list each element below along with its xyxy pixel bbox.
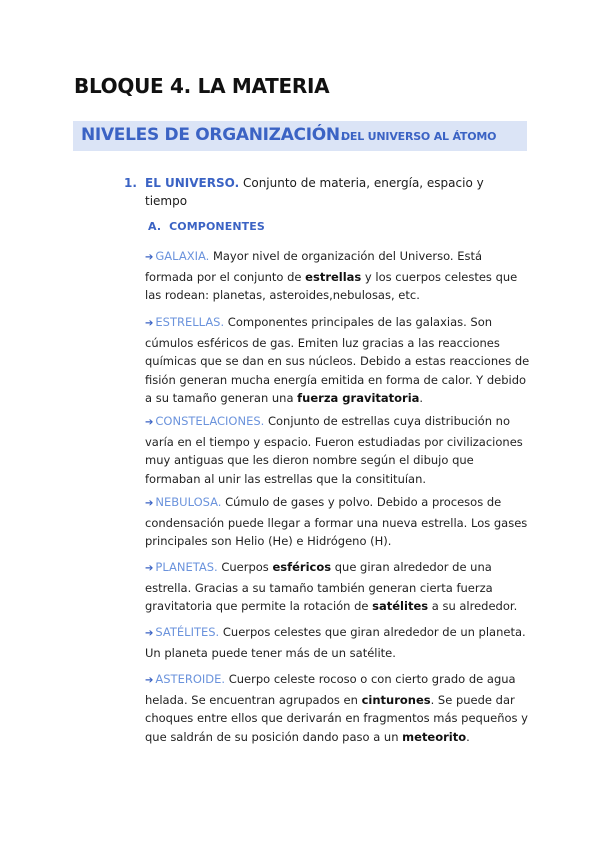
page-title: BLOQUE 4. LA MATERIA [74,74,330,98]
entry-text: Cuerpo celeste rocoso o con cierto grado de agua helada. Se encuentran agrupados en [145,672,516,707]
arrow-icon: ➔ [145,563,154,574]
entry-text: . [466,729,470,744]
entry-term: NEBULOSA. [155,495,222,509]
subheading-label: COMPONENTES [169,220,265,233]
entry-galaxia [145,247,530,305]
entry-term: ASTEROIDE. [155,672,226,686]
entry-text: Componentes principales de las galaxias. Son cúmulos esféricos de gas. Emiten luz gracias a las reacciones químicas que se dan en sus núcleos. Debido a estas reacciones de fisión generan mucha energía emitida en forma de calor. Y debido a su tamaño generan una [145,315,530,405]
entry-asteroide [145,670,530,746]
arrow-icon: ➔ [145,318,154,329]
entry-planetas [145,558,530,616]
entry-bold: satélites [372,599,429,613]
entry-text: y los cuerpos celestes que las rodean: planetas, asteroides,nebulosas, etc. [145,269,518,302]
arrow-icon: ➔ [145,252,154,263]
arrow-icon: ➔ [145,498,154,509]
section-header [73,121,527,151]
list-item-universo [124,174,499,210]
arrow-icon: ➔ [145,675,154,686]
entry-text: a su alrededor. [428,599,518,613]
entry-text: Cuerpos [221,560,273,574]
list-text [145,174,499,210]
section-subtitle: DEL UNIVERSO AL ÁTOMO [341,130,497,143]
entry-term: GALAXIA. [155,249,210,263]
section-title: NIVELES DE ORGANIZACIÓN. [81,125,346,145]
list-description: Conjunto de materia, energía, espacio y tiempo [145,176,484,208]
entry-term: CONSTELACIONES. [155,414,265,428]
entry-text: Cúmulo de gases y polvo. Debido a procesos de condensación puede llegar a formar una nueva estrella. Los gases principales son Helio (He) e Hidrógeno (H). [145,495,528,548]
entry-bold: estrellas [305,269,362,284]
arrow-icon: ➔ [145,628,154,639]
entry-text: . Se puede dar choques entre ellos que derivarán en fragmentos más pequeños y que saldrán de su posición dando paso a un [145,692,528,744]
entry-bold: cinturones [361,692,431,707]
entry-nebulosa [145,493,530,551]
entry-text: que giran alrededor de una estrella. Gracias a su tamaño también generan cierta fuerza gravitatoria que permite la rotación de [145,560,493,613]
subheading-componentes [148,220,265,233]
entry-text: Conjunto de estrellas cuya distribución no varía en el tiempo y espacio. Fueron estudiadas por civilizaciones muy antiguas que les dieron nombre según el dibujo que formaban al unir las estrellas que la consitituían. [145,414,523,486]
entry-constelaciones [145,412,530,488]
subheading-letter: A. [148,220,162,233]
entry-bold: esféricos [272,560,332,574]
entry-term: PLANETAS. [155,560,218,574]
entry-text: Mayor nivel de organización del Universo. Está formada por el conjunto de [145,249,483,284]
entry-satelites [145,623,530,662]
list-number: 1. [124,176,137,190]
list-heading: EL UNIVERSO. [145,176,240,190]
arrow-icon: ➔ [145,417,154,428]
entry-term: SATÉLITES. [155,625,220,639]
entry-text: Cuerpos celestes que giran alrededor de un planeta. Un planeta puede tener más de un satélite. [145,625,526,660]
entry-bold: meteorito [402,729,467,744]
entry-bold: fuerza gravitatoria [297,391,420,405]
entry-term: ESTRELLAS. [155,315,225,329]
entry-text: . [419,391,424,405]
entry-estrellas [145,313,530,408]
